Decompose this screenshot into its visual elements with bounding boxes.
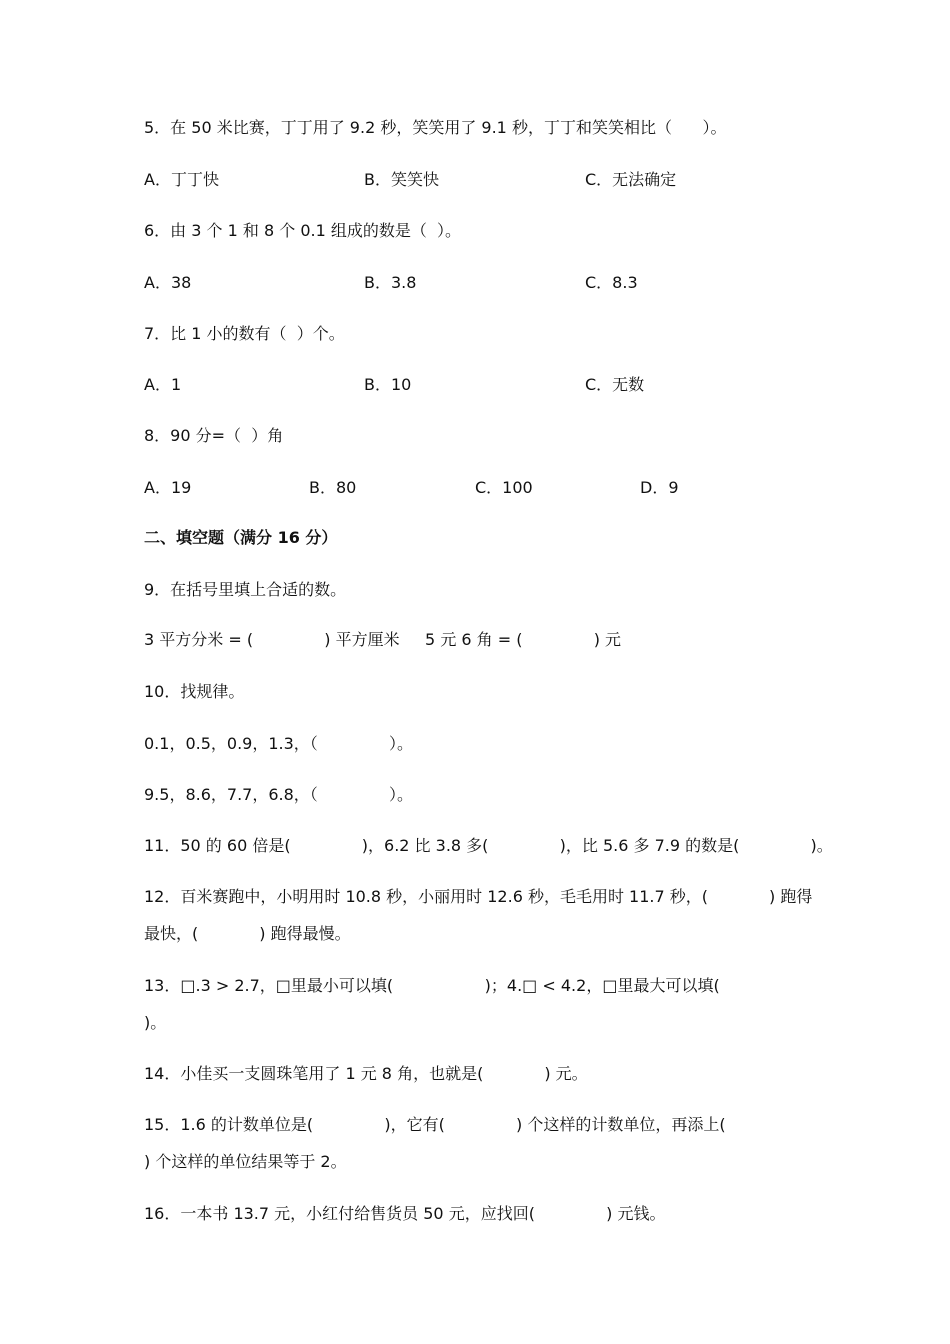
question-5-option-c[interactable]: C．无法确定	[585, 170, 677, 189]
question-6-stem: 6．由 3 个 1 和 8 个 0.1 组成的数是（ ）。	[144, 221, 462, 240]
question-6-option-b[interactable]: B．3.8	[364, 273, 417, 292]
question-12-line-1: 12．百米赛跑中，小明用时 10.8 秒，小丽用时 12.6 秒，毛毛用时 11.7 秒，( ) 跑得	[144, 887, 813, 906]
question-7-option-c[interactable]: C．无数	[585, 375, 645, 394]
question-8-option-c[interactable]: C．100	[475, 478, 533, 497]
question-7-option-b[interactable]: B．10	[364, 375, 412, 394]
question-9-stem: 9．在括号里填上合适的数。	[144, 580, 347, 599]
question-8-option-a[interactable]: A．19	[144, 478, 192, 497]
section-2-heading: 二、填空题（满分 16 分）	[144, 528, 338, 547]
question-6-option-a[interactable]: A．38	[144, 273, 192, 292]
question-5-stem: 5．在 50 米比赛，丁丁用了 9.2 秒，笑笑用了 9.1 秒，丁丁和笑笑相比（ ）。	[144, 118, 727, 137]
question-15-line-2: ) 个这样的单位结果等于 2。	[144, 1152, 347, 1171]
question-10-line-1: 0.1，0.5，0.9，1.3，（ ）。	[144, 734, 413, 753]
question-10-stem: 10．找规律。	[144, 682, 245, 701]
question-15-line-1: 15．1.6 的计数单位是( )，它有( ) 个这样的计数单位，再添上(	[144, 1115, 726, 1134]
question-7-option-a[interactable]: A．1	[144, 375, 182, 394]
question-13-line-2: )。	[144, 1013, 167, 1032]
question-8-stem: 8．90 分=（ ）角	[144, 426, 284, 445]
question-10-line-2: 9.5，8.6，7.7，6.8，（ ）。	[144, 785, 413, 804]
question-14-stem: 14．小佳买一支圆珠笔用了 1 元 8 角，也就是( ) 元。	[144, 1064, 588, 1083]
question-8-option-d[interactable]: D．9	[640, 478, 679, 497]
question-6-option-c[interactable]: C．8.3	[585, 273, 638, 292]
question-8-option-b[interactable]: B．80	[309, 478, 357, 497]
question-5-option-b[interactable]: B．笑笑快	[364, 170, 439, 189]
question-7-stem: 7．比 1 小的数有（ ）个。	[144, 324, 345, 343]
question-13-line-1: 13．□.3 > 2.7，□里最小可以填( )；4.□ < 4.2，□里最大可以填(	[144, 976, 720, 995]
question-9-line-1: 3 平方分米 = ( ) 平方厘米 5 元 6 角 = ( ) 元	[144, 630, 622, 649]
question-5-option-a[interactable]: A．丁丁快	[144, 170, 219, 189]
question-11-stem: 11．50 的 60 倍是( )，6.2 比 3.8 多( )，比 5.6 多 7.9 的数是( )。	[144, 836, 833, 855]
question-16-stem: 16．一本书 13.7 元，小红付给售货员 50 元，应找回( ) 元钱。	[144, 1204, 666, 1223]
question-12-line-2: 最快，( ) 跑得最慢。	[144, 924, 351, 943]
